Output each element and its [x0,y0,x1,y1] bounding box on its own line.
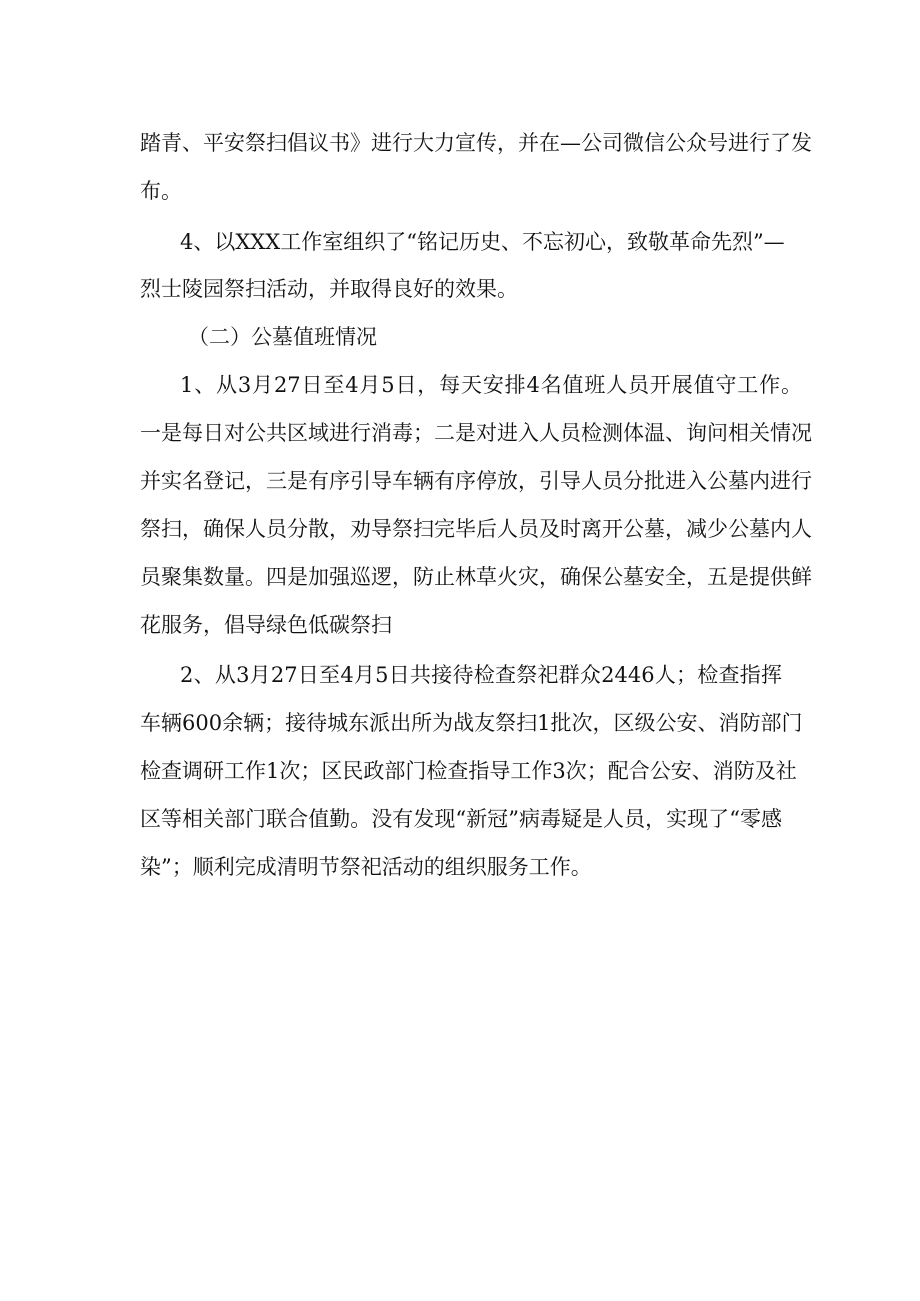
paragraph-line: 踏青、平安祭扫倡议书》进行大力宣传，并在—公司微信公众号进行了发 [140,131,812,155]
paragraph-line: 祭扫，确保人员分散，劝导祭扫完毕后人员及时离开公墓，减少公墓内人 [140,517,812,541]
paragraph-line: 4、以XXX工作室组织了“铭记历史、不忘初心，致敬革命先烈”— [180,230,785,254]
paragraph-line: 并实名登记，三是有序引导车辆有序停放，引导人员分批进入公墓内进行 [140,469,812,493]
paragraph-line: 布。 [140,179,182,203]
paragraph-line: 染”；顺利完成清明节祭祀活动的组织服务工作。 [140,855,592,879]
paragraph-line: 1、从3月27日至4月5日，每天安排4名值班人员开展值守工作。 [180,373,802,397]
paragraph-line: 车辆600余辆；接待城东派出所为战友祭扫1批次，区级公安、消防部门 [140,711,803,735]
paragraph-line: 区等相关部门联合值勤。没有发现“新冠”病毒疑是人员，实现了“零感 [140,807,782,831]
paragraph-line: 员聚集数量。四是加强巡逻，防止林草火灾，确保公墓安全，五是提供鲜 [140,565,812,589]
paragraph-line: 花服务，倡导绿色低碳祭扫 [140,613,392,637]
section-heading: （二）公墓值班情况 [188,325,377,349]
paragraph-line: 检查调研工作1次；区民政部门检查指导工作3次；配合公安、消防及社 [140,759,797,783]
paragraph-line: 烈士陵园祭扫活动，并取得良好的效果。 [140,277,518,301]
paragraph-line: 2、从3月27日至4月5日共接待检查祭祀群众2446人；检查指挥 [180,663,782,687]
paragraph-line: 一是每日对公共区域进行消毒；二是对进入人员检测体温、询问相关情况 [140,421,812,445]
